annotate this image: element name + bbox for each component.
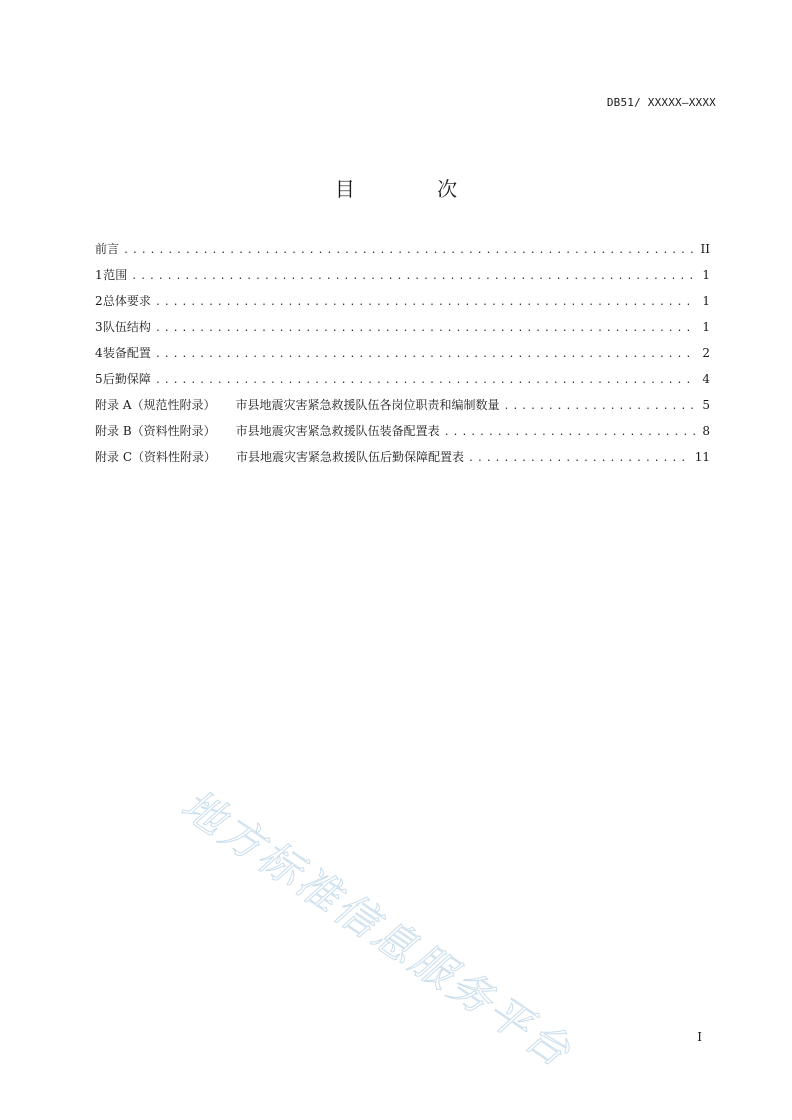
toc-dot-leader (504, 401, 697, 412)
toc-appendix-tag: 附录 C（资料性附录） (95, 450, 216, 464)
toc-entry-page: 1 (702, 294, 710, 308)
toc-entry-label: 市县地震灾害紧急救援队伍后勤保障配置表 (236, 450, 465, 464)
toc-entry-scope[interactable] (95, 266, 710, 292)
toc-entry-foreword[interactable] (95, 240, 710, 266)
toc-entry-number: 3 (95, 320, 103, 334)
toc-dot-leader (155, 349, 696, 360)
toc-entry-page: 8 (702, 424, 710, 438)
toc-entry-label: 装备配置 (102, 346, 151, 360)
toc-appendix-tag: 附录 A（规范性附录） (95, 398, 216, 412)
toc-entry-appendix-c[interactable] (95, 448, 710, 474)
toc-entry-team-structure[interactable] (95, 318, 710, 344)
toc-entry-label: 总体要求 (102, 294, 151, 308)
toc-entry-label: 市县地震灾害紧急救援队伍装备配置表 (235, 424, 440, 438)
toc-dot-leader (468, 453, 691, 464)
toc-dot-leader (444, 427, 696, 438)
toc-entry-number: 1 (95, 268, 103, 282)
toc-entry-page: 4 (702, 372, 710, 386)
toc-title: 目 次 (334, 177, 496, 201)
toc-entry-page: 5 (702, 398, 710, 412)
toc-entry-number: 5 (95, 372, 103, 386)
toc-entry-general-requirements[interactable] (95, 292, 710, 318)
toc-entry-page: 2 (702, 346, 710, 360)
toc-dot-leader (131, 271, 696, 282)
toc-dot-leader (155, 323, 696, 334)
toc-appendix-tag: 附录 B（资料性附录） (95, 424, 216, 438)
toc-entry-label: 后勤保障 (102, 372, 151, 386)
standard-code: DB51/ XXXXX—XXXX (606, 96, 716, 109)
toc-entry-number: 2 (95, 294, 103, 308)
toc-dot-leader (123, 245, 696, 256)
toc-entry-label: 市县地震灾害紧急救援队伍各岗位职责和编制数量 (235, 398, 500, 412)
toc-entry-label: 前言 (95, 242, 120, 256)
toc-entry-appendix-b[interactable] (95, 422, 710, 448)
toc-entry-logistics[interactable] (95, 370, 710, 396)
table-of-contents (95, 240, 710, 474)
toc-entry-appendix-a[interactable] (95, 396, 710, 422)
toc-entry-page: II (700, 242, 710, 256)
toc-entry-label: 队伍结构 (102, 320, 151, 334)
toc-dot-leader (155, 375, 696, 386)
toc-entry-page: 1 (702, 268, 710, 282)
toc-entry-equipment[interactable] (95, 344, 710, 370)
watermark: 地方标准信息服务平台 (172, 779, 582, 1078)
toc-entry-number: 4 (95, 346, 103, 360)
page-number: I (697, 1030, 702, 1044)
toc-dot-leader (155, 297, 696, 308)
toc-entry-page: 1 (702, 320, 710, 334)
toc-entry-label: 范围 (103, 268, 128, 282)
toc-entry-page: 11 (694, 450, 710, 464)
